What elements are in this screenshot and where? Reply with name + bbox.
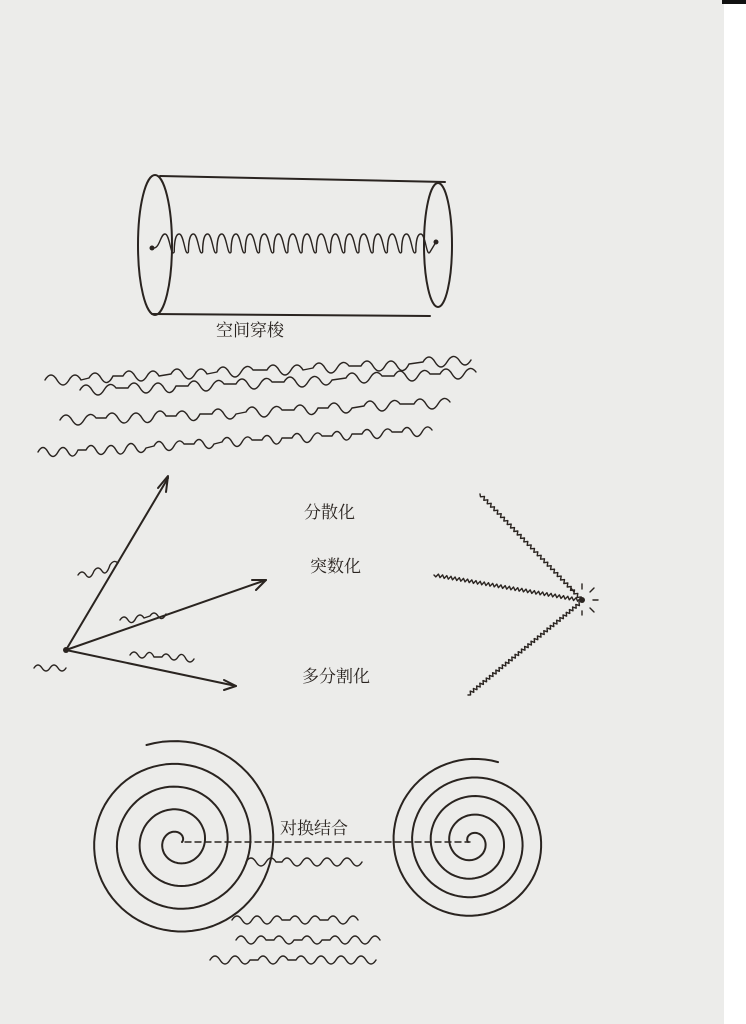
transform-label-1: 分散化 bbox=[304, 503, 355, 523]
bottom-scribble-notes bbox=[210, 916, 380, 964]
vector-diagram bbox=[34, 476, 266, 690]
spiral-sub-scribble bbox=[246, 858, 362, 866]
vector-arrow-3 bbox=[66, 650, 236, 686]
tube-caption: 空间穿梭 bbox=[216, 321, 284, 341]
scanner-margin bbox=[724, 0, 746, 1024]
bottom-scribble-3 bbox=[210, 956, 376, 964]
right-spiral bbox=[394, 759, 541, 916]
scribble-line-3 bbox=[60, 398, 450, 425]
cylinder-left-end bbox=[138, 175, 172, 315]
wavy-ray-1 bbox=[480, 494, 581, 597]
scanner-corner-mark bbox=[722, 0, 746, 4]
cylinder-top-edge bbox=[160, 176, 445, 182]
scribble-paragraph bbox=[38, 356, 476, 456]
wavy-ray-2 bbox=[434, 574, 580, 601]
cylinder-diagram bbox=[138, 175, 452, 316]
scribble-line-4 bbox=[38, 427, 432, 457]
transform-label-2: 突数化 bbox=[310, 557, 361, 577]
vector-origin-label-scribble bbox=[34, 665, 66, 671]
vector-label-2-scribble bbox=[120, 613, 166, 623]
spring-coil bbox=[152, 234, 436, 253]
focal-point bbox=[579, 597, 585, 603]
scribble-line-1 bbox=[45, 356, 471, 385]
wavy-ray-3 bbox=[468, 602, 579, 695]
coil-start-dot bbox=[150, 246, 155, 251]
coil-end-dot bbox=[434, 240, 439, 245]
cylinder-bottom-edge bbox=[152, 314, 430, 316]
scribble-line-2 bbox=[80, 368, 476, 395]
cylinder-right-end bbox=[424, 183, 452, 307]
vector-label-3-scribble bbox=[130, 652, 194, 662]
transform-label-3: 多分割化 bbox=[302, 667, 370, 687]
vector-arrowhead-1 bbox=[158, 476, 168, 492]
radiating-diagram bbox=[434, 494, 598, 695]
vector-arrow-1 bbox=[66, 478, 168, 650]
left-spiral bbox=[94, 741, 273, 931]
bottom-scribble-1 bbox=[232, 916, 358, 924]
bottom-scribble-2 bbox=[236, 936, 380, 944]
vector-label-1-scribble bbox=[78, 561, 118, 577]
spiral-caption: 对换结合 bbox=[280, 819, 348, 839]
